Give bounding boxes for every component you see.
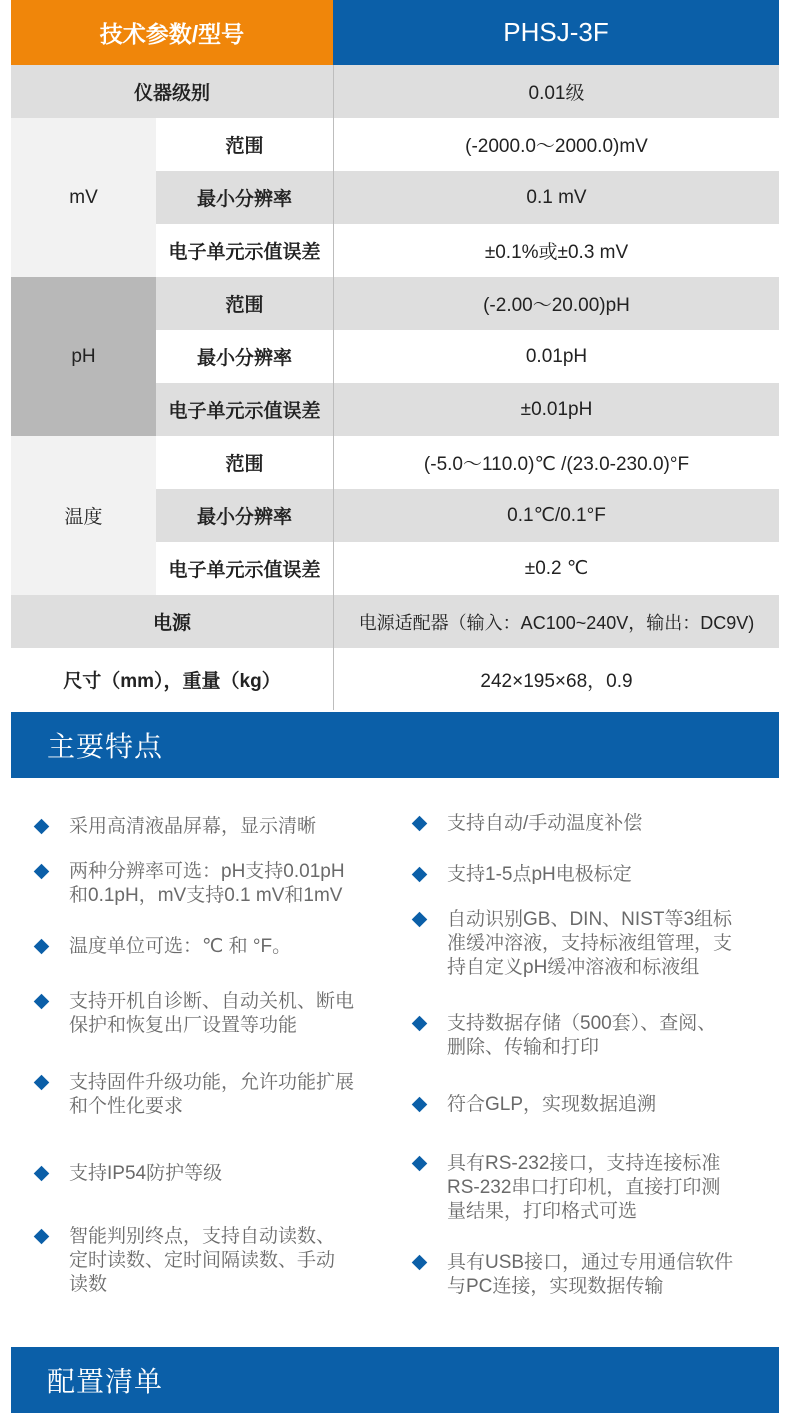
diamond-bullet-icon (412, 912, 428, 928)
row-label: 范围 (156, 436, 333, 489)
feature-text: 自动识别GB、DIN、NIST等3组标 准缓冲溶液，支持标液组管理，支 持自定义pH缓冲溶液和标液组 (447, 909, 733, 978)
config-title: 配置清单 (11, 1347, 779, 1413)
diamond-bullet-icon (412, 1016, 428, 1032)
feature-item (36, 1225, 396, 1297)
model-name: PHSJ-3F (333, 0, 779, 65)
size-row (11, 648, 779, 710)
power-value: 电源适配器（输入：AC100~240V，输出：DC9V) (333, 595, 779, 648)
feature-item (414, 1012, 784, 1060)
mv-group (11, 118, 779, 277)
temperature-group (11, 436, 779, 595)
row-label: 电子单元示值误差 (156, 383, 333, 436)
feature-text: 支持开机自诊断、自动关机、断电 保护和恢复出厂设置等功能 (69, 991, 355, 1036)
power-label: 电源 (152, 613, 191, 634)
diamond-bullet-icon (34, 1229, 50, 1245)
spec-header-row (11, 0, 779, 65)
row-label: 范围 (156, 118, 333, 171)
feature-item (414, 863, 784, 887)
row-label: 电子单元示值误差 (156, 224, 333, 277)
ph-group (11, 277, 779, 436)
diamond-bullet-icon (34, 864, 50, 880)
feature-item (36, 815, 396, 839)
row-label: 最小分辨率 (156, 489, 333, 542)
row-value: (-2.00～20.00)pH (333, 277, 779, 330)
feature-item (36, 860, 396, 908)
diamond-bullet-icon (34, 1166, 50, 1182)
feature-item (414, 908, 784, 980)
group-name: pH (11, 277, 156, 436)
param-label: 技术参数/型号 (11, 0, 333, 65)
row-label: 范围 (156, 277, 333, 330)
feature-text: 支持自动/手动温度补偿 (447, 813, 643, 834)
feature-text: 符合GLP，实现数据追溯 (447, 1094, 657, 1115)
row-value: (-5.0～110.0)℃ /(23.0-230.0)°F (333, 436, 779, 489)
row-value: ±0.2 ℃ (333, 542, 779, 595)
feature-text: 两种分辨率可选：pH支持0.01pH 和0.1pH，mV支持0.1 mV和1mV (69, 861, 345, 906)
feature-text: 温度单位可选：℃ 和 °F。 (69, 936, 292, 957)
diamond-bullet-icon (412, 1156, 428, 1172)
feature-item (36, 1071, 396, 1119)
diamond-bullet-icon (412, 1097, 428, 1113)
row-label: 最小分辨率 (156, 171, 333, 224)
row-value: ±0.1%或±0.3 mV (333, 224, 779, 277)
level-value: 0.01级 (333, 65, 779, 118)
group-name: 温度 (11, 436, 156, 595)
feature-item (414, 1093, 784, 1117)
diamond-bullet-icon (34, 1075, 50, 1091)
row-value: (-2000.0～2000.0)mV (333, 118, 779, 171)
group-name: mV (11, 118, 156, 277)
features-title: 主要特点 (11, 712, 779, 778)
feature-item (414, 1152, 784, 1224)
feature-item (414, 1251, 784, 1299)
feature-text: 支持固件升级功能，允许功能扩展 和个性化要求 (69, 1072, 355, 1117)
row-value: ±0.01pH (333, 383, 779, 436)
row-value: 0.1℃/0.1°F (333, 489, 779, 542)
feature-item (36, 1162, 396, 1186)
feature-item (36, 990, 396, 1038)
feature-text: 支持1-5点pH电极标定 (447, 864, 632, 885)
diamond-bullet-icon (412, 867, 428, 883)
feature-item (36, 935, 396, 959)
row-value: 0.01pH (333, 330, 779, 383)
row-value: 0.1 mV (333, 171, 779, 224)
power-row (11, 595, 779, 648)
size-label: 尺寸（mm），重量（kg） (63, 670, 281, 692)
size-value: 242×195×68，0.9 (333, 648, 779, 710)
diamond-bullet-icon (34, 939, 50, 955)
level-row (11, 65, 779, 118)
feature-item (414, 812, 784, 836)
feature-text: 支持IP54防护等级 (69, 1163, 223, 1184)
feature-text: 智能判别终点，支持自动读数、 定时读数、定时间隔读数、手动 读数 (69, 1226, 336, 1295)
diamond-bullet-icon (412, 816, 428, 832)
level-label: 仪器级别 (133, 83, 210, 104)
spec-table (11, 0, 779, 710)
feature-text: 支持数据存储（500套）、查阅、 删除、传输和打印 (447, 1013, 717, 1058)
feature-text: 具有RS-232接口，支持连接标准 RS-232串口打印机，直接打印测 量结果，打印格式可选 (447, 1153, 721, 1222)
diamond-bullet-icon (34, 994, 50, 1010)
row-label: 电子单元示值误差 (156, 542, 333, 595)
diamond-bullet-icon (34, 819, 50, 835)
feature-text: 具有USB接口，通过专用通信软件 与PC连接，实现数据传输 (447, 1252, 734, 1297)
feature-text: 采用高清液晶屏幕，显示清晰 (69, 816, 317, 837)
diamond-bullet-icon (412, 1255, 428, 1271)
row-label: 最小分辨率 (156, 330, 333, 383)
